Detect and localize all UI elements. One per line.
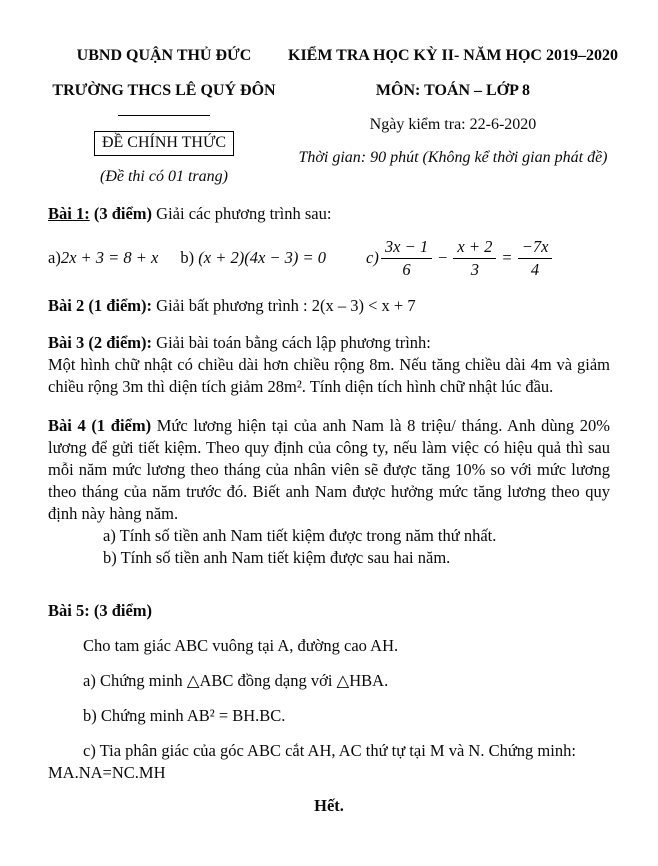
- document-header: [48, 46, 618, 187]
- issuing-authority: UBND QUẬN THỦ ĐỨC: [76, 47, 252, 64]
- fraction-3-numerator: −7x: [518, 238, 553, 258]
- problem-1-points: (3 điểm): [93, 204, 153, 223]
- header-divider-line: [118, 115, 210, 116]
- problem-5-intro: Cho tam giác ABC vuông tại A, đường cao AH.: [83, 636, 399, 655]
- exam-subject: MÔN: TOÁN – LỚP 8: [375, 82, 531, 99]
- exam-date: Ngày kiểm tra: 22-6-2020: [369, 116, 537, 133]
- equation-b-label: b): [180, 248, 195, 267]
- fraction-1-numerator: 3x − 1: [381, 238, 432, 258]
- problem-2-line: [48, 295, 610, 317]
- problem-3-label: Bài 3 (2 điểm):: [48, 333, 153, 352]
- school-name: TRƯỜNG THCS LÊ QUÝ ĐÔN: [52, 82, 276, 99]
- equation-c-fraction-2: [453, 238, 496, 278]
- problem-5-item-b: b) Chứng minh AB² = BH.BC.: [83, 706, 286, 725]
- problem-1-label: Bài 1:: [48, 204, 90, 223]
- problem-1: [48, 203, 610, 282]
- equation-c-fraction-3: [518, 238, 553, 278]
- problem-3-intro: Giải bài toán bằng cách lập phương trình:: [156, 333, 431, 352]
- equation-a-text: 2x + 3 = 8 + x: [60, 248, 159, 267]
- problem-2: [48, 295, 610, 317]
- exam-box-wrap: [48, 131, 280, 167]
- problem-4-body: Mức lương hiện tại của anh Nam là 8 triệu/ tháng. Anh dùng 20% lương để gửi tiết kiệm. Theo quy định của công ty, nếu làm việc có hiệu quả thì sau mỗi năm mức lương theo tháng của nhân viên sẽ được tăng 10% so với mức lương theo tháng của năm trước đó. Biết anh Nam được hưởng mức tăng lương theo quy định này hàng năm.: [48, 416, 610, 523]
- problem-4-paragraph: [48, 415, 610, 525]
- fraction-2-numerator: x + 2: [453, 238, 496, 258]
- equation-b-text: (x + 2)(4x − 3) = 0: [198, 248, 327, 267]
- equation-c-fraction-1: [381, 238, 432, 278]
- problem-1-intro: Giải các phương trình sau:: [156, 204, 332, 223]
- exam-title: KIỂM TRA HỌC KỲ II- NĂM HỌC 2019–2020: [288, 47, 618, 64]
- fraction-2-denominator: 3: [470, 259, 480, 279]
- problem-3-body: Một hình chữ nhật có chiều dài hơn chiều rộng 8m. Nếu tăng chiều dài 4m và giảm chiều rộng 3m thì diện tích giảm 28m². Tính diện tích hình chữ nhật lúc đầu.: [48, 355, 610, 396]
- problem-2-text: Giải bất phương trình : 2(x – 3) < x + 7: [156, 296, 416, 315]
- equation-a: [48, 247, 158, 269]
- equation-b: [180, 247, 326, 269]
- problem-4-item-b: b) Tính số tiền anh Nam tiết kiệm được sau hai năm.: [103, 548, 451, 567]
- problem-5: [48, 600, 610, 784]
- fraction-3-denominator: 4: [530, 259, 540, 279]
- problem-1-heading: [48, 203, 610, 225]
- pages-note: (Đề thi có 01 trang): [100, 168, 228, 185]
- problem-4-label: Bài 4 (1 điểm): [48, 416, 152, 435]
- problem-4-item-a: a) Tính số tiền anh Nam tiết kiệm được trong năm thứ nhất.: [103, 526, 497, 545]
- fraction-1-denominator: 6: [402, 259, 411, 279]
- equation-c: [366, 238, 552, 278]
- equation-a-label: a): [48, 248, 61, 267]
- header-left-column: [48, 46, 280, 187]
- equation-c-label: c): [366, 248, 379, 267]
- problem-1-equations: [48, 234, 610, 282]
- problem-4: [48, 415, 610, 569]
- official-exam-badge: ĐỀ CHÍNH THỨC: [94, 131, 234, 156]
- problem-5-item-c-continued: MA.NA=NC.MH: [48, 763, 166, 782]
- header-right-column: [288, 46, 618, 187]
- minus-operator: −: [438, 248, 448, 267]
- problem-5-item-c: c) Tia phân giác của góc ABC cắt AH, AC thứ tự tại M và N. Chứng minh:: [83, 741, 576, 760]
- end-of-exam-marker: Hết.: [314, 796, 344, 815]
- problem-3: [48, 332, 610, 398]
- problem-5-label: Bài 5: (3 điểm): [48, 601, 153, 620]
- problem-3-heading: [48, 332, 610, 354]
- equals-operator: =: [502, 248, 512, 267]
- problem-2-label: Bài 2 (1 điểm):: [48, 296, 153, 315]
- exam-duration: Thời gian: 90 phút (Không kể thời gian phát đề): [298, 149, 608, 166]
- problem-5-item-a: a) Chứng minh △ABC đồng dạng với △HBA.: [83, 671, 389, 690]
